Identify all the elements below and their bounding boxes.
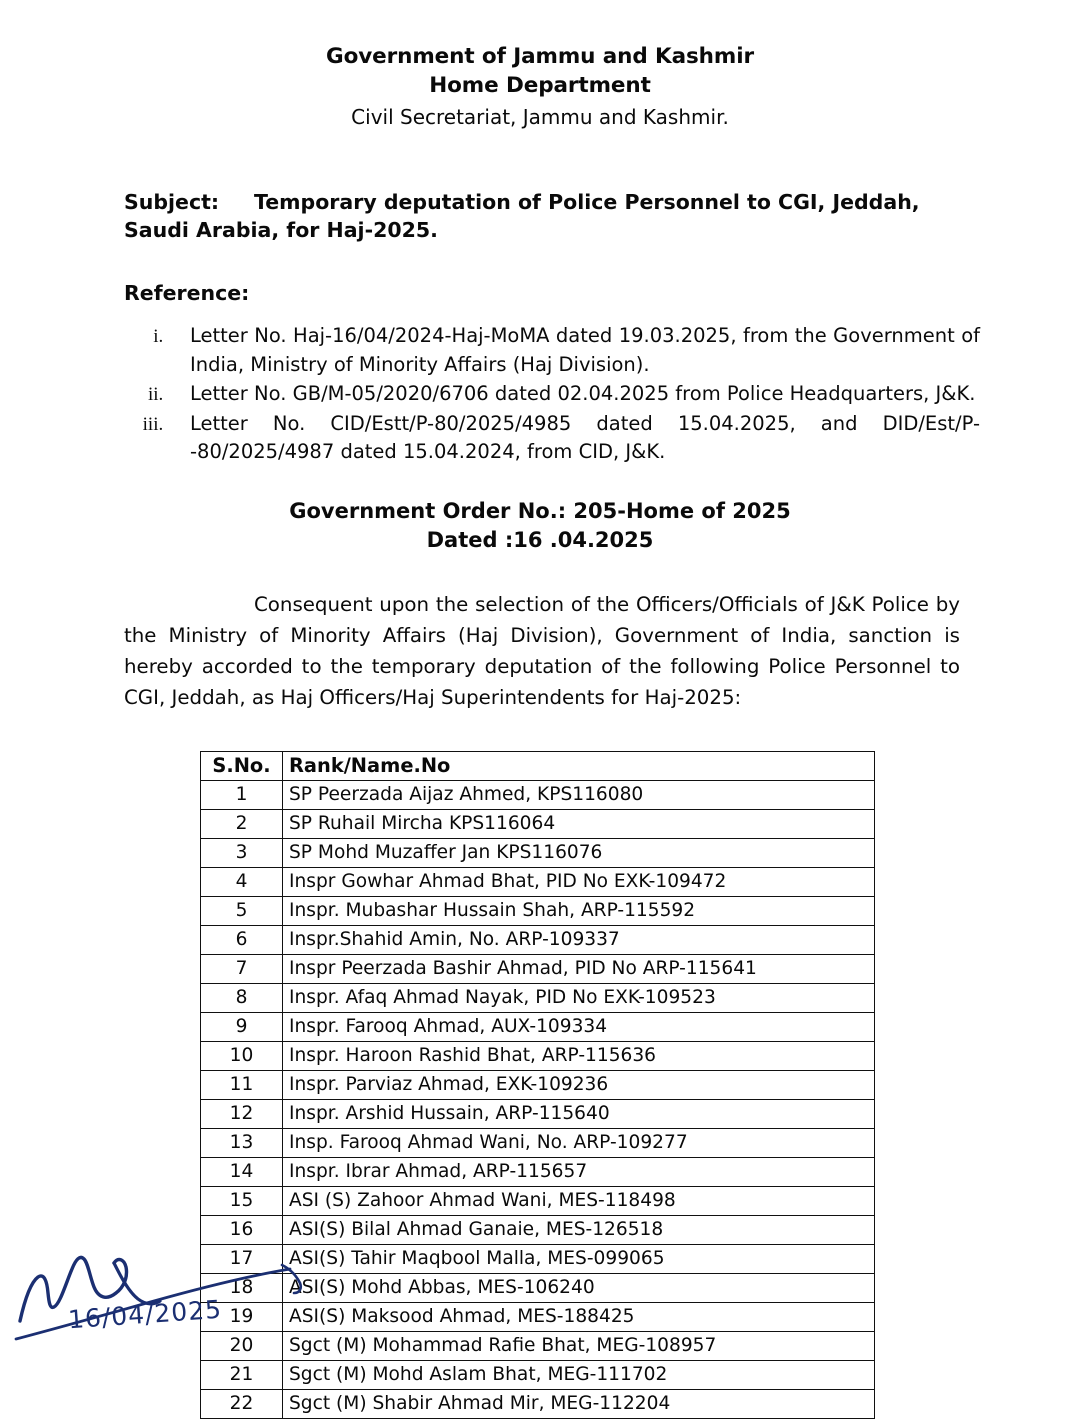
subject-label: Subject: [124,190,220,214]
table-row [201,1302,875,1331]
cell-sno: 8 [201,983,283,1012]
cell-rank-name: Inspr. Ibrar Ahmad, ARP-115657 [283,1157,875,1186]
cell-rank-name: Inspr. Haroon Rashid Bhat, ARP-115636 [283,1041,875,1070]
reference-heading: Reference: [124,281,250,305]
cell-sno: 18 [201,1273,283,1302]
order-date: Dated :16 .04.2025 [426,527,654,552]
order-body-paragraph: Consequent upon the selection of the Officers/Officials of J&K Police by the Ministry of Minority Affairs (Haj Division), Government of India, sanction is hereby accorded to the temporary deputation of the following Police Personnel to CGI, Jeddah, as Haj Officers/Haj Superintendents for Haj-2025: [124,592,960,709]
cell-sno: 7 [201,954,283,983]
reference-list [0,322,1080,467]
table-row [201,1360,875,1389]
cell-sno: 5 [201,896,283,925]
cell-rank-name: Inspr. Farooq Ahmad, AUX-109334 [283,1012,875,1041]
subject-block [0,188,1080,244]
subject-text: Temporary deputation of Police Personnel to CGI, Jeddah, Saudi Arabia, for Haj-2025. [124,190,920,242]
cell-sno: 15 [201,1186,283,1215]
secretariat-subtitle: Civil Secretariat, Jammu and Kashmir. [351,105,729,129]
cell-rank-name: Sgct (M) Mohd Aslam Bhat, MEG-111702 [283,1360,875,1389]
cell-sno: 16 [201,1215,283,1244]
table-row [201,1157,875,1186]
reference-item: ii. Letter No. GB/M-05/2020/6706 dated 02.04.2025 from Police Headquarters, J&K. [168,380,980,409]
cell-sno: 11 [201,1070,283,1099]
cell-rank-name: SP Mohd Muzaffer Jan KPS116076 [283,838,875,867]
table-row [201,1244,875,1273]
cell-rank-name: Inspr Gowhar Ahmad Bhat, PID No EXK-109472 [283,867,875,896]
cell-sno: 14 [201,1157,283,1186]
cell-sno: 1 [201,780,283,809]
table-row [201,1070,875,1099]
column-header-rank-name: Rank/Name.No [283,751,875,780]
table-row [201,1128,875,1157]
document-header [0,0,1080,132]
cell-sno: 21 [201,1360,283,1389]
cell-sno: 9 [201,1012,283,1041]
table-row [201,1041,875,1070]
cell-sno: 17 [201,1244,283,1273]
cell-rank-name: Inspr Peerzada Bashir Ahmad, PID No ARP-115641 [283,954,875,983]
cell-rank-name: ASI(S) Mohd Abbas, MES-106240 [283,1273,875,1302]
cell-sno: 20 [201,1331,283,1360]
government-title: Government of Jammu and Kashmir [326,44,754,69]
cell-rank-name: Inspr.Shahid Amin, No. ARP-109337 [283,925,875,954]
cell-sno: 13 [201,1128,283,1157]
cell-rank-name: Inspr. Afaq Ahmad Nayak, PID No EXK-109523 [283,983,875,1012]
cell-sno: 12 [201,1099,283,1128]
cell-rank-name: SP Ruhail Mircha KPS116064 [283,809,875,838]
table-row [201,1012,875,1041]
table-row [201,867,875,896]
cell-sno: 19 [201,1302,283,1331]
cell-sno: 6 [201,925,283,954]
cell-rank-name: Insp. Farooq Ahmad Wani, No. ARP-109277 [283,1128,875,1157]
cell-rank-name: Inspr. Parviaz Ahmad, EXK-109236 [283,1070,875,1099]
cell-sno: 3 [201,838,283,867]
table-row [201,1331,875,1360]
cell-rank-name: ASI(S) Bilal Ahmad Ganaie, MES-126518 [283,1215,875,1244]
order-number: Government Order No.: 205-Home of 2025 [289,498,791,523]
department-title: Home Department [429,73,651,98]
cell-rank-name: Sgct (M) Mohammad Rafie Bhat, MEG-108957 [283,1331,875,1360]
handwritten-date: 16/04/2025 [67,1294,223,1335]
table-row [201,838,875,867]
table-row [201,780,875,809]
table-row [201,809,875,838]
cell-rank-name: SP Peerzada Aijaz Ahmed, KPS116080 [283,780,875,809]
cell-rank-name: ASI(S) Maksood Ahmad, MES-188425 [283,1302,875,1331]
cell-rank-name: ASI (S) Zahoor Ahmad Wani, MES-118498 [283,1186,875,1215]
cell-rank-name: Sgct (M) Shabir Ahmad Mir, MEG-112204 [283,1389,875,1418]
table-row [201,896,875,925]
table-row [201,1186,875,1215]
table-row [201,1099,875,1128]
personnel-table [200,751,875,1419]
table-row [201,1273,875,1302]
personnel-table-body [201,780,875,1418]
table-row [201,1389,875,1418]
reference-item: i. Letter No. Haj-16/04/2024-Haj-MoMA dated 19.03.2025, from the Government of India, Ministry of Minority Affairs (Haj Division). [168,322,980,379]
table-row [201,954,875,983]
table-row [201,1215,875,1244]
government-order-block [0,497,1080,555]
cell-rank-name: Inspr. Arshid Hussain, ARP-115640 [283,1099,875,1128]
column-header-sno: S.No. [201,751,283,780]
table-row [201,925,875,954]
personnel-table-wrapper [0,751,1080,1419]
table-header-row [201,751,875,780]
cell-rank-name: ASI(S) Tahir Maqbool Malla, MES-099065 [283,1244,875,1273]
cell-sno: 4 [201,867,283,896]
cell-sno: 10 [201,1041,283,1070]
table-row [201,983,875,1012]
cell-rank-name: Inspr. Mubashar Hussain Shah, ARP-115592 [283,896,875,925]
cell-sno: 2 [201,809,283,838]
cell-sno: 22 [201,1389,283,1418]
reference-item: iii. Letter No. CID/Estt/P-80/2025/4985 dated 15.04.2025, and DID/Est/P--80/2025/4987 dated 15.04.2024, from CID, J&K. [168,410,980,467]
